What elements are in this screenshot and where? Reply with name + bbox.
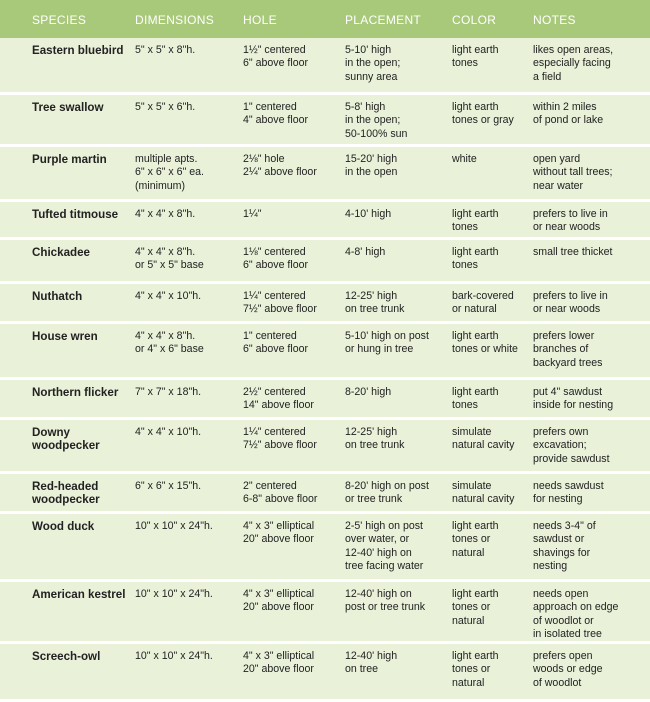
cell-placement: 5-10' high on post or hung in tree xyxy=(345,330,429,356)
cell-hole: 1⅛" centered 6" above floor xyxy=(243,246,309,272)
cell-dimensions: 4" x 4" x 8"h. xyxy=(135,208,196,220)
cell-placement: 2-5' high on post over water, or 12-40' high on tree facing water xyxy=(345,520,424,572)
cell-notes: needs open approach on edge of woodlot or in isolated tree xyxy=(533,588,619,640)
cell-notes: prefers lower branches of backyard trees xyxy=(533,330,603,369)
header-notes: NOTES xyxy=(533,13,576,27)
table-row xyxy=(0,38,650,95)
cell-color: light earth tones or natural xyxy=(452,520,499,559)
cell-dimensions: 10" x 10" x 24"h. xyxy=(135,650,213,662)
cell-hole: 1" centered 4" above floor xyxy=(243,101,309,127)
table-header xyxy=(0,0,650,38)
table-row xyxy=(0,324,650,380)
cell-species: Eastern bluebird xyxy=(32,44,124,57)
cell-notes: within 2 miles of pond or lake xyxy=(533,101,604,127)
cell-dimensions: 4" x 4" x 10"h. xyxy=(135,426,202,438)
table-row xyxy=(0,582,650,644)
table-row xyxy=(0,420,650,474)
cell-color: light earth tones xyxy=(452,44,499,70)
cell-species: Chickadee xyxy=(32,246,90,259)
cell-color: light earth tones or natural xyxy=(452,650,499,689)
cell-placement: 4-10' high xyxy=(345,208,392,220)
cell-hole: 1¼" centered 7½" above floor xyxy=(243,290,317,316)
cell-hole: 1½" centered 6" above floor xyxy=(243,44,309,70)
cell-placement: 12-40' high on tree xyxy=(345,650,398,676)
cell-notes: prefers open woods or edge of woodlot xyxy=(533,650,603,689)
cell-notes: put 4" sawdust inside for nesting xyxy=(533,386,614,412)
cell-color: light earth tones or gray xyxy=(452,101,514,127)
table-row xyxy=(0,380,650,420)
cell-notes: needs sawdust for nesting xyxy=(533,480,604,506)
cell-color: simulate natural cavity xyxy=(452,426,515,452)
cell-hole: 1¼" centered 7½" above floor xyxy=(243,426,317,452)
cell-placement: 8-20' high xyxy=(345,386,392,398)
cell-dimensions: 4" x 4" x 8"h. or 5" x 5" base xyxy=(135,246,204,272)
cell-dimensions: 6" x 6" x 15"h. xyxy=(135,480,202,492)
header-species: SPECIES xyxy=(32,13,87,27)
cell-color: light earth tones or white xyxy=(452,330,518,356)
cell-hole: 4" x 3" elliptical 20" above floor xyxy=(243,588,315,614)
table-row xyxy=(0,284,650,324)
cell-dimensions: multiple apts. 6" x 6" x 6" ea. (minimum) xyxy=(135,153,204,192)
cell-color: light earth tones xyxy=(452,208,499,234)
cell-notes: prefers own excavation; provide sawdust xyxy=(533,426,610,465)
cell-color: bark-covered or natural xyxy=(452,290,514,316)
header-hole: HOLE xyxy=(243,13,277,27)
cell-species: Northern flicker xyxy=(32,386,119,399)
table-row xyxy=(0,202,650,240)
cell-notes: prefers to live in or near woods xyxy=(533,208,608,234)
cell-hole: 2½" centered 14" above floor xyxy=(243,386,314,412)
cell-dimensions: 4" x 4" x 8"h. or 4" x 6" base xyxy=(135,330,204,356)
cell-placement: 15-20' high in the open xyxy=(345,153,398,179)
cell-notes: likes open areas, especially facing a field xyxy=(533,44,614,83)
cell-placement: 12-40' high on post or tree trunk xyxy=(345,588,426,614)
cell-color: white xyxy=(452,153,477,165)
cell-dimensions: 5" x 5" x 8"h. xyxy=(135,44,196,56)
cell-hole: 1" centered 6" above floor xyxy=(243,330,309,356)
cell-color: light earth tones or natural xyxy=(452,588,499,627)
header-placement: PLACEMENT xyxy=(345,13,422,27)
cell-species: Tree swallow xyxy=(32,101,104,114)
cell-notes: open yard without tall trees; near water xyxy=(533,153,613,192)
cell-placement: 4-8' high xyxy=(345,246,386,258)
cell-placement: 8-20' high on post or tree trunk xyxy=(345,480,429,506)
cell-notes: small tree thicket xyxy=(533,246,613,258)
cell-dimensions: 4" x 4" x 10"h. xyxy=(135,290,202,302)
table-row xyxy=(0,514,650,582)
cell-hole: 2" centered 6-8" above floor xyxy=(243,480,318,506)
cell-dimensions: 10" x 10" x 24"h. xyxy=(135,588,213,600)
table-row xyxy=(0,474,650,514)
cell-placement: 12-25' high on tree trunk xyxy=(345,290,405,316)
cell-species: Screech-owl xyxy=(32,650,101,663)
cell-species: Wood duck xyxy=(32,520,95,533)
cell-hole: 4" x 3" elliptical 20" above floor xyxy=(243,650,315,676)
cell-species: Downy woodpecker xyxy=(32,426,100,453)
cell-placement: 12-25' high on tree trunk xyxy=(345,426,405,452)
cell-dimensions: 5" x 5" x 6"h. xyxy=(135,101,196,113)
table-row xyxy=(0,95,650,147)
cell-color: simulate natural cavity xyxy=(452,480,515,506)
table-row xyxy=(0,147,650,202)
cell-hole: 2⅛" hole 2¼" above floor xyxy=(243,153,317,179)
cell-hole: 4" x 3" elliptical 20" above floor xyxy=(243,520,315,546)
header-color: COLOR xyxy=(452,13,497,27)
cell-species: Tufted titmouse xyxy=(32,208,119,221)
cell-species: Nuthatch xyxy=(32,290,83,303)
table-row xyxy=(0,644,650,702)
cell-species: House wren xyxy=(32,330,98,343)
cell-species: Purple martin xyxy=(32,153,107,166)
cell-color: light earth tones xyxy=(452,246,499,272)
cell-species: American kestrel xyxy=(32,588,126,601)
cell-placement: 5-8' high in the open; 50-100% sun xyxy=(345,101,408,140)
cell-species: Red-headed woodpecker xyxy=(32,480,100,507)
header-dimensions: DIMENSIONS xyxy=(135,13,215,27)
cell-placement: 5-10' high in the open; sunny area xyxy=(345,44,401,83)
table-row xyxy=(0,240,650,284)
cell-notes: prefers to live in or near woods xyxy=(533,290,608,316)
cell-dimensions: 10" x 10" x 24"h. xyxy=(135,520,213,532)
cell-color: light earth tones xyxy=(452,386,499,412)
cell-dimensions: 7" x 7" x 18"h. xyxy=(135,386,202,398)
cell-hole: 1¼" xyxy=(243,208,262,220)
cell-notes: needs 3-4" of sawdust or shavings for nesting xyxy=(533,520,596,572)
